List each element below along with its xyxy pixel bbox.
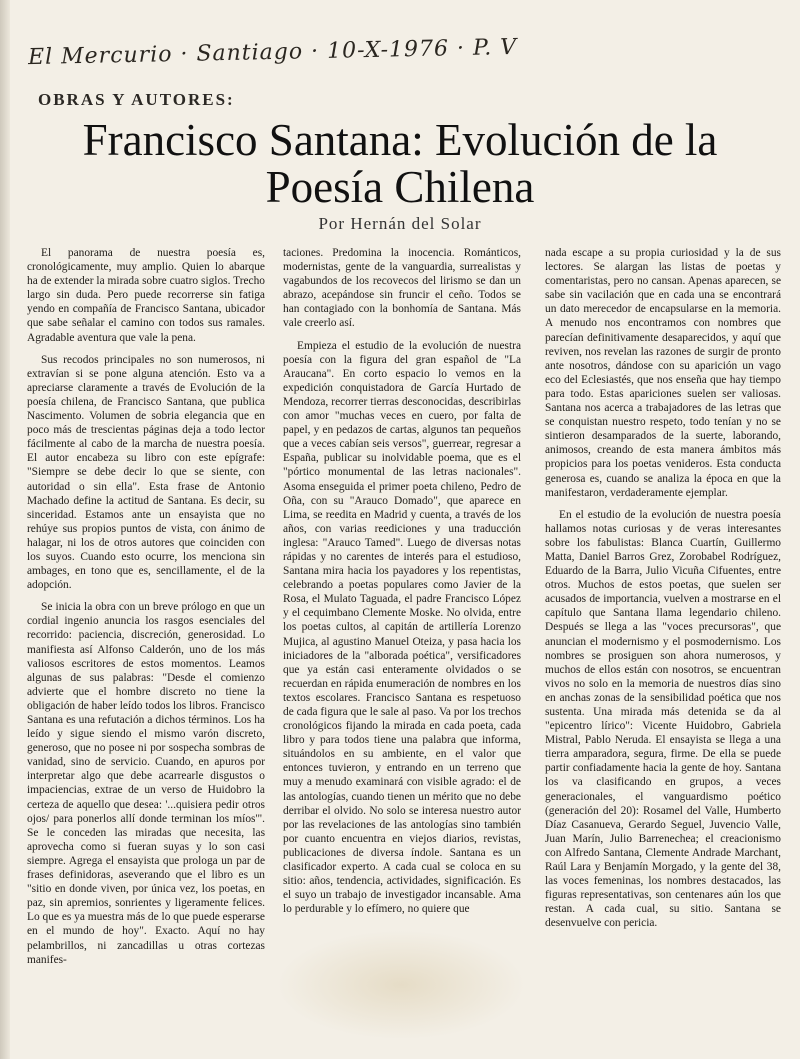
paragraph: taciones. Predomina la inocencia. Románticos, modernistas, gente de la vanguardia, surrealistas y vagabundos de los recovecos del lirismo se dan un abrazo, acepándose sin fruncir el ceño. Todos se han contagiado con la bonhomía de Santana. Más vale creerlo así. [283, 247, 521, 330]
paragraph: Empieza el estudio de la evolución de nuestra poesía con la figura del gran español de "La Araucana". En corto espacio lo vemos en la expedición conquistadora de García Hurtado de Mendoza, recorrer tierras desconocidas, describirlas con amor "muchas veces en cuero, por falta de papel, y en pedazos de cartas, algunos tan pequeños que a veces cabían seis versos", guerrear, regresar a España, publicar su inolvidable poema, que es el "pórtico monumental de las letras nacionales". Asoma enseguida el primer poeta chileno, Pedro de Oña, con su "Arauco Domado", que aparece en Lima, se reedita en Madrid y cuenta, a través de los años, con varias reediciones y una traducción inglesa: "Arauco Tamed". Luego de diversas notas rápidas y no carentes de interés para el estudioso, Santana mira hacia los payadores y los repentistas, celebrando a poetas populares como Javier de la Rosa, el Mulato Taguada, el padre Francisco López y el cequimbano Clemente Moske. No olvida, entre los poetas cultos, al capitán de artillería Lorenzo Mujica, al agustino Manuel Oteiza, y pasa hacia los iniciadores de la "alborada poética", versificadores que ya están casi enteramente olvidados o se recuerdan en rápida enumeración de nombres en los textos escolares. Francisco Santana es respetuoso de cada figura que le sale al paso. Va por los trechos cronológicos fijando la mirada en cada poeta, cada libro y para todos tiene una palabra que informa, situándolos en su ambiente, en el valor que entonces tuvieron, y entrando en un terreno que muy a menudo examinará con visible agrado: el de las antologías, cuando tienen un mérito que no debe derribar el olvido. No solo se interesa nuestro autor por las revelaciones de las antologías sino también por cuanto encuentra en viejos diarios, revistas, publicaciones de diversa índole. Santana es un clasificador experto. A cada cual se coloca en su sitio: años, tendencia, actividades, significación. Es el suyo un trabajo de investigador incansable. Ama lo perdurable y lo efímero, no quiere que [283, 339, 521, 916]
paragraph: El panorama de nuestra poesía es, cronológicamente, muy amplio. Quien lo abarque ha de extender la mirada sobre cuatro siglos. Trecho largo sin duda. Pero puede recorrerse sin fatiga yendo en compañía de Francisco Santana, ubicador que sabe señalar el camino con todos sus ramales. Agradable aventura que vale la pena. [27, 247, 265, 344]
handwritten-source-note: El Mercurio · Santiago · 10-X-1976 · P. V [27, 34, 518, 71]
byline: Por Hernán del Solar [318, 214, 482, 233]
paragraph: En el estudio de la evolución de nuestra poesía hallamos notas curiosas y de veras interesantes sobre los fabulistas: Blanca Cuartín, Guillermo Matta, Daniel Barros Grez, Zorobabel Rodríguez, Eduardo de la Barra, Julio Vicuña Cifuentes, entre otros. Muchos de estos poetas, que suelen ser acusados de importancia, vuelven a mostrarse en el capítulo que Santana llama legendario chileno. Después se llega a las "voces precursoras", que anuncian el modernismo y el posmodernismo. Los nombres se prosiguen son ahora numerosos, y muchos de ellos están con nosotros, se encuentran vivos no solo en la memoria de nuestros días sino en anchas zonas de la sensibilidad poética que nos sustenta. Una mirada más detenida se da al "epicentro lírico": Vicente Huidobro, Gabriela Mistral, Pablo Neruda. El ensayista se llega a una tierra amparadora, segura, firme. De ella se puede partir confiadamente hacia la gente de hoy. Santana los va clasificando en grupos, a veces generacionales, el vanguardismo poético (generación del 20): Rosamel del Valle, Humberto Díaz Casanueva, Gerardo Seguel, Juvencio Valle, Juan Marín, Julio Barrenechea; el creacionismo con Alfredo Santana, Clemente Andrade Marchant, Raúl Lara y Benjamín Morgado, y la gente del 38, las voces femeninas, los nombres destacados, las figuras representativas, son centenares aún los que restan. A cada cual, su sitio. Santana se desenvuelve con pericia. [545, 508, 781, 930]
paragraph: Sus recodos principales no son numerosos, ni extravían si se pone alguna atención. Esto va a apreciarse claramente a través de Evolución de la poesía chilena, de Francisco Santana, que publica Nascimento. Volumen de sobria elegancia que en poco más de trescientas páginas deja a todo lector fácilmente al cabo de la marcha de nuestra poesía. El autor encabeza su libro con este epígrafe: "Siempre se debe decir lo que se siente, con autoridad o sin ella". Esta frase de Antonio Machado define la actitud de Santana. Es decir, su sinceridad. Estamos ante un ensayista que no rehúye sus propios puntos de vista, con ánimo de halagar, ni los de otros autores que coinciden con los suyos. Cuando esto ocurre, los menciona sin ambages, en tono que es, sencillamente, el de la adopción. [27, 353, 265, 592]
paragraph: nada escape a su propia curiosidad y la de sus lectores. Se alargan las listas de poetas y comentaristas, pero no cansan. Apenas aparecen, se sabe sin vacilación que en cada una se encontrará un dato merecedor de encapsularse en la memoria. A menudo nos encontramos con nombres que parecían definitivamente desaparecidos, y aquí que reviven, nos revelan las razones de surgir de pronto ante nosotros, dándose con su aparición un vago eco del Eclesiastés, que nos enseña que hay tiempo para todo. Estas apariciones suelen ser valiosas. Santana nos acerca a trabajadores de las letras que se conquistan nuestro respeto, todo tenían y no se sintieron desamparados de la suerte, laborando, animosos, creando de esta manera ámbitos más propicios para los poetas venideros. Esta conducta generosa es, cuando se analiza la época en que la manifestaron, verdaderamente ejemplar. [545, 247, 781, 499]
article-column-2 [283, 246, 521, 1038]
headline-line-2: Poesía Chilena [265, 162, 535, 212]
paper-edge [0, 0, 10, 1059]
article-column-3 [545, 246, 781, 1038]
paragraph: Se inicia la obra con un breve prólogo en que un cordial ingenio anuncia los rasgos esenciales del recorrido: paciencia, discreción, generosidad. Lo manifiesta así Alfonso Calderón, uno de los más valiosos escritores de estos momentos. Leamos algunas de sus palabras: "Desde el comienzo advierte que el hombre discreto no tiene la obligación de haber leído todos los libros. Francisco Santana es una refutación a dichos términos. Los ha leído y sigue siendo el mismo varón discreto, generoso, que no posee ni por sospecha sombras de vanidad, sino de servicio. Cuando, en apuros por interpretar algo que debe acarrearle disgustos o impaciencias, extrae de un verso de Huidobro la certeza de aquello que desea: '...quisiera pedir otros ojos/ para ponerlos allí donde terminan los míos'". Se le conceden las miradas que necesita, las aprovecha como si fueran suyas y lo son casi siempre. Agrega el ensayista que prologa un par de frases definidoras, aseverando que el libro es un "sitio en donde viven, por única vez, los poetas, en paz, sin apremios, sonrientes y ligeramente felices. Lo que es ya muestra más de lo que puede esperarse en el mundo de hoy". Exacto. Aquí no hay pelambrillos, ni zancadillas u otras cortezas manifes- [27, 601, 265, 966]
article-column-1 [27, 246, 265, 1038]
section-label: OBRAS Y AUTORES: [38, 90, 235, 109]
headline-line-1: Francisco Santana: Evolución de la [82, 115, 718, 165]
